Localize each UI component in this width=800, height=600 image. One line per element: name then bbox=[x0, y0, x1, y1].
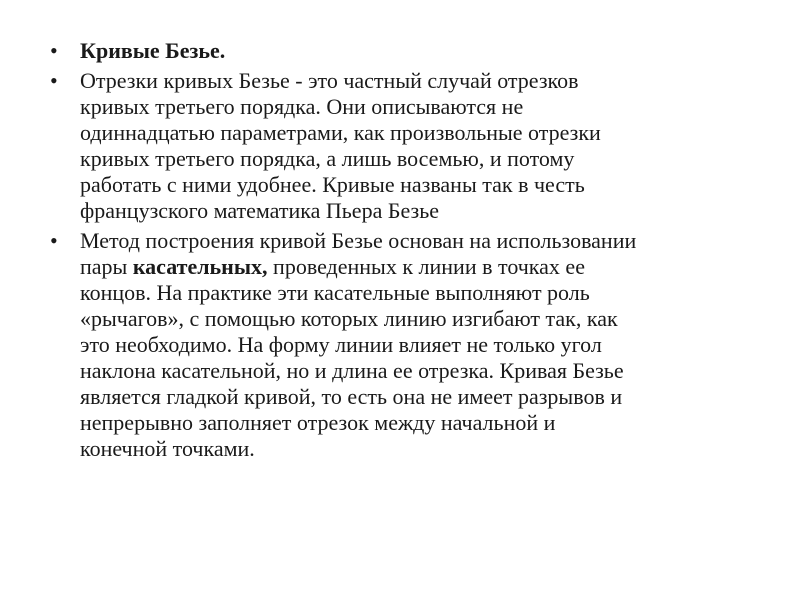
text-line: работать с ними удобнее. Кривые названы так в честь bbox=[80, 172, 585, 197]
bullet-list bbox=[50, 38, 770, 466]
text-line: одиннадцатью параметрами, как произвольные отрезки bbox=[80, 120, 601, 145]
bullet-item-method bbox=[50, 228, 770, 462]
bullet-item-title bbox=[50, 38, 770, 64]
text-segment: пары bbox=[80, 254, 133, 279]
text-line: кривых третьего порядка, а лишь восемью, и потому bbox=[80, 146, 575, 171]
bullet-dot-icon: • bbox=[50, 228, 58, 253]
slide-title: Кривые Безье. bbox=[80, 38, 226, 63]
text-line-with-bold bbox=[80, 254, 770, 280]
text-line: это необходимо. На форму линии влияет не только угол bbox=[80, 332, 602, 357]
bold-term-tangents: касательных, bbox=[132, 254, 268, 279]
text-line: кривых третьего порядка. Они описываются не bbox=[80, 94, 524, 119]
text-line: является гладкой кривой, то есть она не имеет разрывов и bbox=[80, 384, 623, 409]
text-line: непрерывно заполняет отрезок между начальной и bbox=[80, 410, 556, 435]
text-line: Отрезки кривых Безье - это частный случай отрезков bbox=[80, 68, 579, 93]
text-line: конечной точками. bbox=[80, 436, 255, 461]
bullet-item-definition bbox=[50, 68, 770, 224]
text-line: «рычагов», с помощью которых линию изгибают так, как bbox=[80, 306, 618, 331]
text-line: концов. На практике эти касательные выполняют роль bbox=[80, 280, 590, 305]
bullet-dot-icon: • bbox=[50, 38, 58, 63]
text-line: наклона касательной, но и длина ее отрезка. Кривая Безье bbox=[80, 358, 624, 383]
text-line: Метод построения кривой Безье основан на использовании bbox=[80, 228, 637, 253]
text-segment: проведенных к линии в точках ее bbox=[267, 254, 585, 279]
text-line: французского математика Пьера Безье bbox=[80, 198, 439, 223]
bullet-dot-icon: • bbox=[50, 68, 58, 93]
